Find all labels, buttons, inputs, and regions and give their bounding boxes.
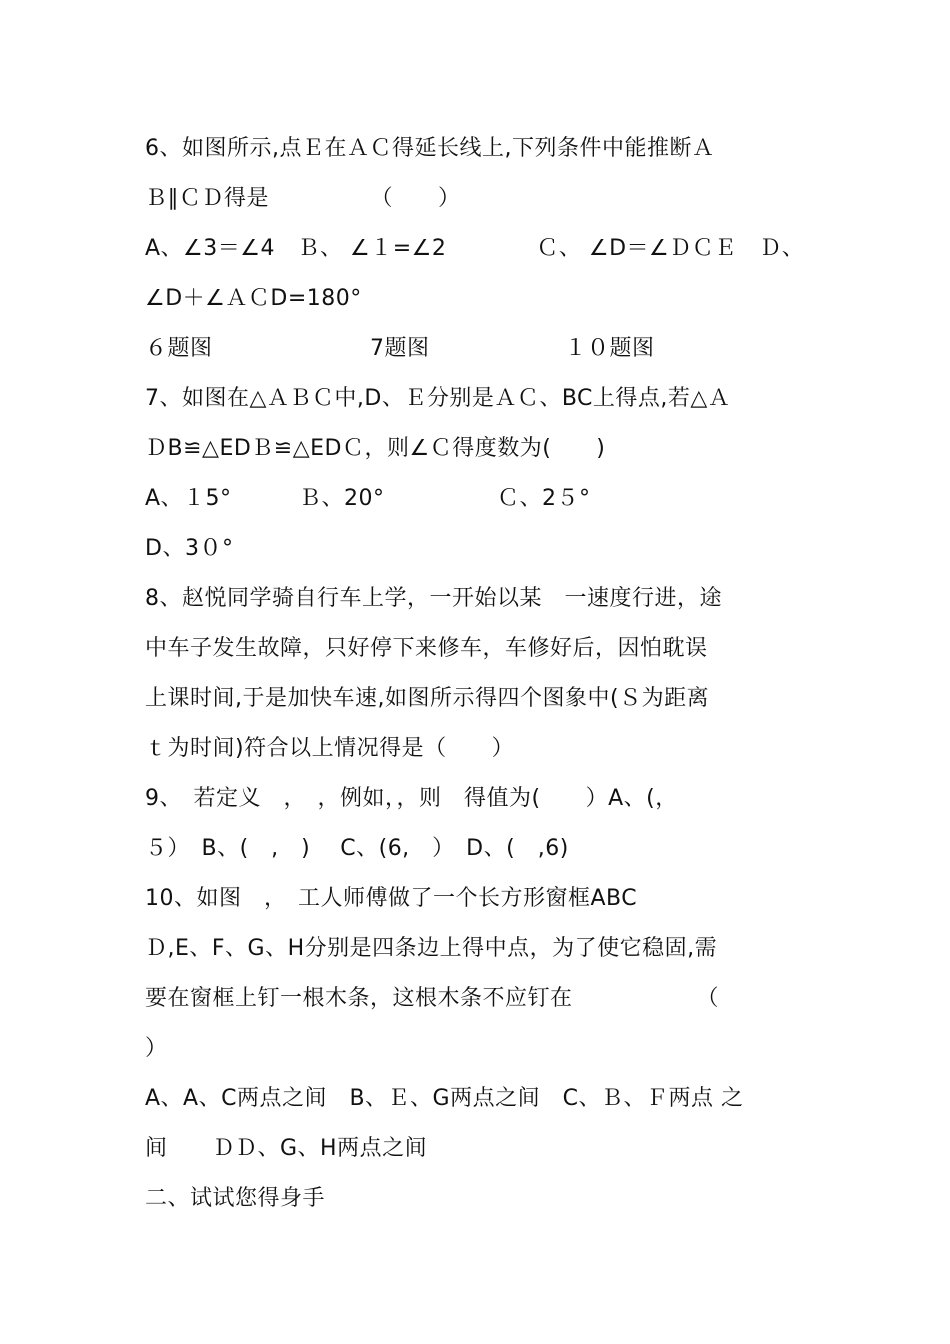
question-8-line-2: 中车子发生故障，只好停下来修车，车修好后，因怕耽误 [145,636,708,661]
question-7-options-line-2: D、3０° [145,536,234,561]
question-10-line-2: Ｄ,E、F、G、H分别是四条边上得中点，为了使它稳固,需 [145,936,718,961]
question-10-line-1: 10、如图 ， 工人师傅做了一个长方形窗框ABC [145,886,638,911]
question-10-options-line-2: 间 ＤＤ、G、H两点之间 [145,1136,428,1161]
question-7-line-1: 7、如图在△ＡＢＣ中,D、Ｅ分别是ＡＣ、BC上得点,若△Ａ [145,386,731,411]
question-10-line-4: ） [145,1036,168,1061]
section-heading: 二、试试您得身手 [145,1186,326,1211]
question-7-options-line-1: A、１5° Ｂ、20° Ｃ、2５° [145,486,591,511]
question-6-line-1: 6、如图所示,点Ｅ在ＡＣ得延长线上,下列条件中能推断Ａ [145,136,715,161]
question-9-line-1: 9、 若定义 ， ，例如，，则 得值为( ）A、(， [145,786,678,811]
question-9-line-2: ５） B、( , ) C、(6, ） D、( ,6) [145,836,569,861]
question-7-line-2: ＤB≌△EDＢ≌△EDＣ，则∠Ｃ得度数为( ) [145,436,606,461]
figure-captions: ６题图 7题图 １０题图 [145,336,655,361]
question-8-line-3: 上课时间,于是加快车速,如图所示得四个图象中(Ｓ为距离 [145,686,710,711]
question-10-options-line-1: A、A、C两点之间 B、Ｅ、G两点之间 C、Ｂ、Ｆ两点 之 [145,1086,744,1111]
question-6-line-2: Ｂ∥ＣＤ得是 （ ） [145,186,461,211]
question-8-line-4: ｔ为时间)符合以上情况得是（ ） [145,736,515,761]
question-10-line-3: 要在窗框上钉一根木条，这根木条不应钉在 （ [145,986,720,1011]
question-6-options-line-1: A、∠3＝∠4 Ｂ、 ∠１=∠2 Ｃ、 ∠D＝∠ＤＣＥ Ｄ、 [145,236,805,261]
question-6-options-line-2: ∠D＋∠ＡＣD=180° [145,286,362,311]
question-8-line-1: 8、赵悦同学骑自行车上学，一开始以某 一速度行进，途 [145,586,722,611]
